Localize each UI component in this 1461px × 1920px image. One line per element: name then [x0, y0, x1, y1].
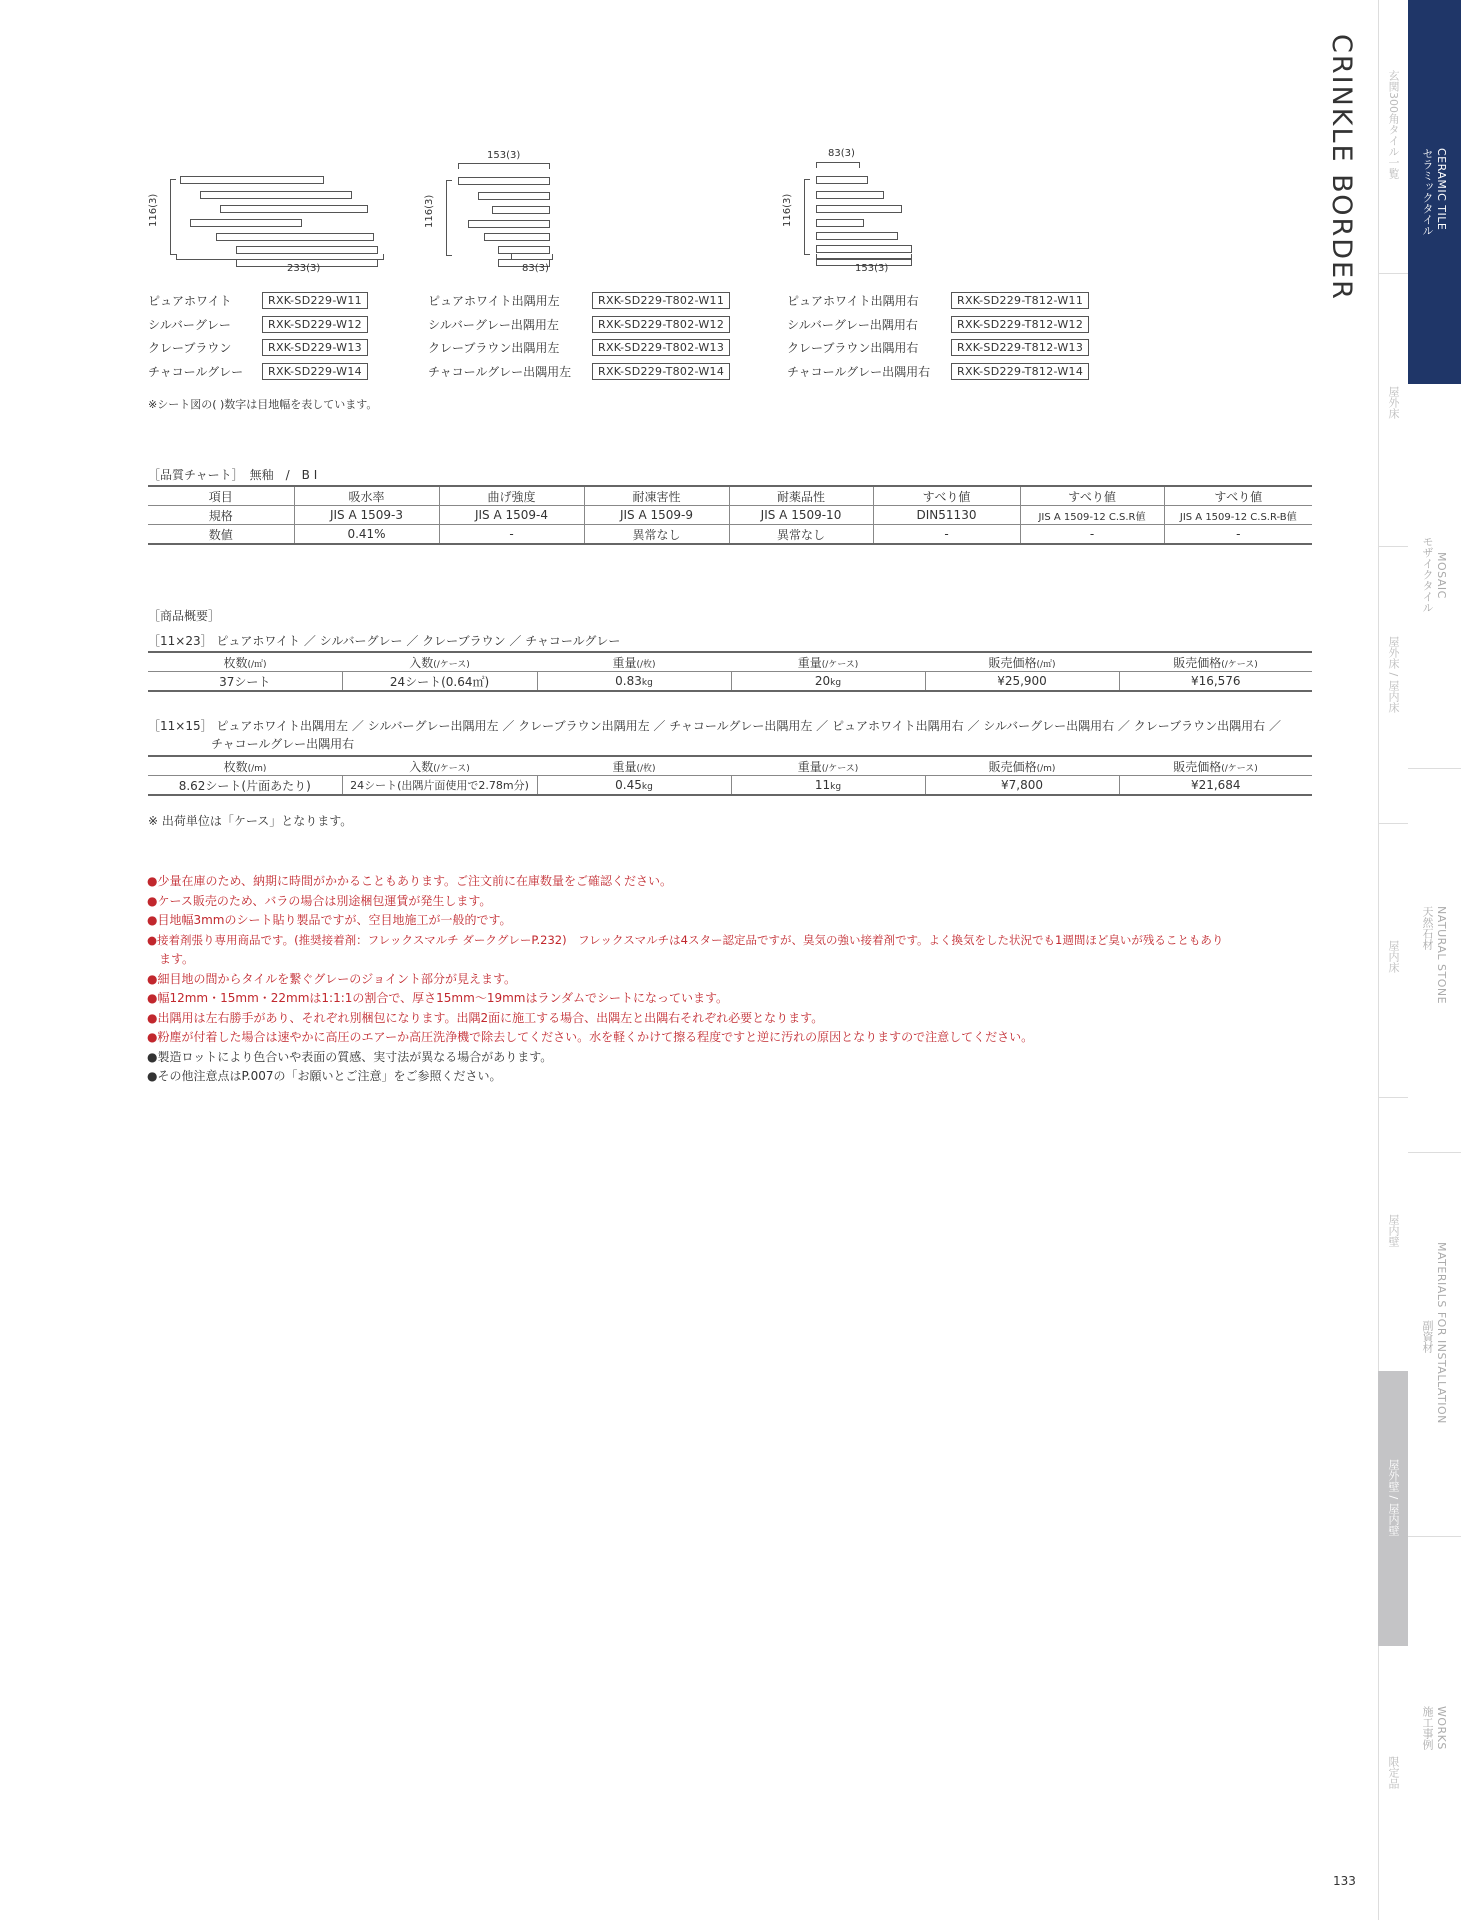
header-unit: (/m) [1036, 763, 1056, 774]
note-item: ●出隅用は左右勝手があり、それぞれ別梱包になります。出隅2面に施工する場合、出隅左と出隅右それぞれ必要となります。 [147, 1010, 824, 1025]
table1-label: ［11×23］ ピュアホワイト ／ シルバーグレー ／ クレーブラウン ／ チャコールグレー [148, 634, 621, 648]
table-cell [148, 652, 342, 672]
width-label: 233(3) [287, 263, 321, 274]
product-code: RXK-SD229-T812-W12 [951, 316, 1089, 333]
table-cell [537, 652, 731, 672]
table-cell: 曲げ強度 [439, 486, 584, 506]
quality-heading: ［品質チャート］ 無釉 / B I [148, 468, 318, 482]
nav-item-limited[interactable] [1378, 1646, 1408, 1920]
nav-category-en: WORKS [1435, 1706, 1448, 1750]
nav-item-outdoor-floor[interactable] [1378, 273, 1408, 546]
top-width-bracket [816, 162, 860, 168]
list-item [787, 289, 1089, 313]
header-unit: (/枚) [636, 763, 656, 774]
header-unit: (/ケース) [1221, 659, 1258, 670]
product-name: ピュアホワイト出隅用左 [428, 294, 560, 309]
quality-table [148, 485, 1312, 545]
header-label: 重量 [797, 759, 822, 774]
header-unit: (/m) [247, 763, 267, 774]
nav-label: 限定品 [1387, 1756, 1400, 1789]
note-item: ●製造ロットにより色合いや表面の質感、実寸法が異なる場合があります。 [147, 1049, 553, 1064]
table-cell [342, 652, 537, 672]
nav-item-indoor-wall[interactable] [1378, 1097, 1408, 1371]
header-unit: (/ケース) [1221, 763, 1258, 774]
header-label: 重量 [612, 655, 637, 670]
table-row [148, 756, 1312, 776]
table-cell: 異常なし [584, 525, 729, 545]
product-code: RXK-SD229-T812-W11 [951, 292, 1089, 309]
nav-category-materials[interactable] [1408, 1152, 1461, 1536]
table-cell [1119, 756, 1312, 776]
unit-kg: kg [830, 678, 842, 688]
overview-table-1 [148, 651, 1312, 692]
height-bracket [446, 180, 452, 256]
header-label: 重量 [612, 759, 637, 774]
height-bracket [170, 179, 176, 255]
page-title: CRINKLE BORDER [1326, 34, 1357, 301]
nav-category-en: MOSAIC [1435, 552, 1448, 599]
table-cell [148, 756, 342, 776]
bottom-width-bracket [511, 254, 553, 260]
header-label: 販売価格 [1173, 655, 1222, 670]
table-cell [731, 652, 925, 672]
table-cell [537, 756, 731, 776]
note-item: ●ケース販売のため、バラの場合は別途梱包運賃が発生します。 [147, 893, 492, 908]
table-cell: すべり値 [873, 486, 1020, 506]
tile [468, 220, 550, 228]
nav-item-entrance-300[interactable] [1378, 0, 1408, 273]
table-cell: すべり値 [1020, 486, 1164, 506]
tile [498, 246, 550, 254]
tile [478, 192, 550, 200]
table-cell: 耐薬品性 [729, 486, 873, 506]
note-item: ます。 [147, 952, 195, 966]
list-item [787, 336, 1089, 360]
nav-category-jp: 副資材 [1421, 1320, 1434, 1353]
table-cell: - [873, 525, 1020, 545]
height-bracket [804, 179, 810, 255]
caution-notes [147, 872, 1317, 1087]
product-code: RXK-SD229-W13 [262, 339, 368, 356]
top-width-label: 83(3) [828, 148, 855, 159]
unit-kg: kg [641, 782, 653, 792]
product-code: RXK-SD229-T802-W12 [592, 316, 730, 333]
cell-value: 0.83 [615, 674, 642, 688]
list-item [428, 360, 730, 384]
header-unit: (/枚) [636, 659, 656, 670]
table-cell: DIN51130 [873, 506, 1020, 525]
table-cell [1119, 652, 1312, 672]
table-cell: 8.62シート(片面あたり) [148, 776, 342, 796]
header-label: 入数 [409, 759, 434, 774]
table-cell: JIS A 1509-12 C.S.R値 [1020, 506, 1164, 525]
width-bracket [176, 254, 384, 260]
list-item [148, 289, 368, 313]
nav-category-mosaic[interactable] [1408, 384, 1461, 768]
cell-value: 0.45 [615, 778, 642, 792]
nav-label: 屋内床 [1387, 940, 1400, 973]
list-item [148, 313, 368, 337]
list-item [428, 289, 730, 313]
tile [484, 233, 550, 241]
product-name: チャコールグレー出隅用右 [787, 364, 931, 379]
product-name: クレーブラウン出隅用左 [428, 341, 560, 356]
table-cell: 0.41% [294, 525, 439, 545]
overview-heading: ［商品概要］ [148, 609, 221, 623]
header-label: 入数 [409, 655, 434, 670]
nav-label: 屋外床 / 屋内床 [1387, 636, 1400, 713]
table-cell: 項目 [148, 486, 294, 506]
bottom-width-bracket [816, 254, 912, 260]
sheet-note: ※シート図の( )数字は目地幅を表しています。 [148, 398, 378, 411]
nav-label: 玄関300角タイル一覧 [1387, 70, 1400, 179]
note-item: ●細目地の間からタイルを繋ぐグレーのジョイント部分が見えます。 [147, 971, 517, 986]
product-list-corner-right [787, 289, 1089, 383]
list-item [787, 313, 1089, 337]
nav-category-jp: 施工事例 [1421, 1706, 1434, 1750]
cell-value: 11 [814, 778, 831, 792]
tile [816, 176, 868, 184]
nav-category-jp: セラミックタイル [1421, 148, 1434, 236]
list-item [428, 336, 730, 360]
table-cell: 吸水率 [294, 486, 439, 506]
sheet-diagram-corner-left [424, 176, 574, 266]
table-cell [731, 672, 925, 692]
table-cell: JIS A 1509-9 [584, 506, 729, 525]
product-list-standard [148, 289, 368, 383]
tile [816, 232, 898, 240]
tile [236, 246, 378, 254]
table-cell: ¥16,576 [1119, 672, 1312, 692]
header-unit: (/ケース) [433, 763, 470, 774]
tile [458, 177, 550, 185]
tile [190, 219, 302, 227]
product-name: シルバーグレー [148, 317, 231, 332]
header-label: 枚数 [223, 759, 248, 774]
table-cell [731, 756, 925, 776]
list-item [428, 313, 730, 337]
table-cell: 24シート(0.64㎡) [342, 672, 537, 692]
tile [200, 191, 352, 199]
table-cell [342, 756, 537, 776]
header-label: 枚数 [223, 655, 248, 670]
note-item: ●幅12mm・15mm・22mmは1:1:1の割合で、厚さ15mm〜19mmはランダムでシートになっています。 [147, 991, 729, 1005]
nav-category-natural-stone[interactable] [1408, 768, 1461, 1152]
nav-item-outdoor-indoor-floor[interactable] [1378, 546, 1408, 823]
table-row [148, 525, 1312, 545]
table-row [148, 652, 1312, 672]
bottom-width-label: 153(3) [855, 263, 889, 274]
table-cell: JIS A 1509-4 [439, 506, 584, 525]
unit-kg: kg [641, 678, 653, 688]
cell-value: 20 [814, 674, 831, 688]
note-item: ●少量在庫のため、納期に時間がかかることもあります。ご注文前に在庫数量をご確認ください。 [147, 874, 673, 888]
header-label: 販売価格 [988, 759, 1037, 774]
list-item [787, 360, 1089, 384]
tile [492, 206, 550, 214]
table-cell: 異常なし [729, 525, 873, 545]
product-name: クレーブラウン出隅用右 [787, 341, 919, 356]
product-code: RXK-SD229-T802-W14 [592, 363, 730, 380]
nav-label: 屋外壁 / 屋内壁 [1387, 1459, 1400, 1536]
tile [220, 205, 368, 213]
tile [816, 205, 902, 213]
table-row [148, 672, 1312, 692]
note-item: ●粉塵が付着した場合は速やかに高圧のエアーか高圧洗浄機で除去してください。水を軽くかけて擦る程度ですと逆に汚れの原因となりますので注意してください。 [147, 1030, 1034, 1044]
nav-item-outdoor-indoor-wall[interactable] [1378, 1371, 1408, 1646]
nav-category-jp: モザイクタイル [1421, 536, 1434, 613]
header-label: 販売価格 [988, 655, 1037, 670]
table-cell: JIS A 1509-10 [729, 506, 873, 525]
sheet-diagram-corner-right [782, 175, 932, 265]
product-name: クレーブラウン [148, 341, 232, 356]
unit-kg: kg [830, 782, 842, 792]
table-cell: 37シート [148, 672, 342, 692]
tile [816, 191, 884, 199]
table-cell: 数値 [148, 525, 294, 545]
top-width-label: 153(3) [487, 150, 521, 161]
tile [816, 219, 864, 227]
tile [180, 176, 324, 184]
product-name: シルバーグレー出隅用左 [428, 317, 559, 332]
table-cell: 24シート(出隅片面使用で2.78m分) [342, 776, 537, 796]
nav-category-en: MATERIALS FOR INSTALLATION [1435, 1242, 1448, 1424]
nav-category-en: CERAMIC TILE [1435, 148, 1448, 231]
product-name: チャコールグレー出隅用左 [428, 364, 572, 379]
table-row [148, 486, 1312, 506]
nav-label: 屋外床 [1387, 386, 1400, 419]
bottom-width-label: 83(3) [522, 263, 549, 274]
product-list-corner-left [428, 289, 730, 383]
nav-item-indoor-floor[interactable] [1378, 823, 1408, 1097]
product-code: RXK-SD229-T802-W13 [592, 339, 730, 356]
tile [216, 233, 374, 241]
page-number: 133 [1333, 1874, 1356, 1888]
table-cell [537, 672, 731, 692]
overview-table-2 [148, 755, 1312, 796]
product-name: ピュアホワイト [148, 294, 232, 309]
note-item: ●接着剤張り専用商品です。(推奨接着剤：フレックスマルチ ダークグレーP.232) フレックスマルチは4スター認定品ですが、臭気の強い接着剤です。よく換気をした状況でも1週間ほど臭いが残ることもあり [147, 932, 1224, 947]
table-cell: すべり値 [1164, 486, 1312, 506]
shipping-note: ※ 出荷単位は「ケース」となります。 [148, 814, 353, 828]
table-row [148, 506, 1312, 525]
table-cell [537, 776, 731, 796]
product-code: RXK-SD229-W12 [262, 316, 368, 333]
product-name: シルバーグレー出隅用右 [787, 317, 918, 332]
table-cell: - [1020, 525, 1164, 545]
sheet-diagram-standard [148, 175, 388, 275]
table2-label: ［11×15］ ピュアホワイト出隅用左 ／ シルバーグレー出隅用左 ／ クレーブラウン出隅用左 ／ チャコールグレー出隅用左 ／ ピュアホワイト出隅用右 ／ シルバーグレー出隅用右 ／ クレーブラウン出隅用右 ／ [148, 719, 1281, 733]
list-item [148, 336, 368, 360]
table-cell [731, 776, 925, 796]
product-code: RXK-SD229-W14 [262, 363, 368, 380]
table-cell: ¥25,900 [925, 672, 1119, 692]
nav-label: 屋内壁 [1387, 1214, 1400, 1247]
table-cell [925, 652, 1119, 672]
header-unit: (/㎡) [247, 659, 267, 670]
header-unit: (/ケース) [433, 659, 470, 670]
header-label: 重量 [797, 655, 822, 670]
header-unit: (/㎡) [1036, 659, 1056, 670]
table-cell: JIS A 1509-3 [294, 506, 439, 525]
product-code: RXK-SD229-W11 [262, 292, 368, 309]
top-width-bracket [458, 163, 550, 169]
height-label: 116(3) [148, 193, 159, 227]
table-row [148, 776, 1312, 796]
list-item [148, 360, 368, 384]
tile [816, 245, 912, 253]
product-code: RXK-SD229-T812-W14 [951, 363, 1089, 380]
header-unit: (/ケース) [821, 763, 859, 774]
header-label: 販売価格 [1173, 759, 1222, 774]
table2-label-cont: チャコールグレー出隅用右 [211, 737, 355, 751]
table-cell: JIS A 1509-12 C.S.R-B値 [1164, 506, 1312, 525]
product-name: ピュアホワイト出隅用右 [787, 294, 919, 309]
table-cell [925, 756, 1119, 776]
height-label: 116(3) [782, 193, 793, 227]
product-name: チャコールグレー [148, 364, 244, 379]
nav-category-works[interactable] [1408, 1536, 1461, 1920]
table-cell: 耐凍害性 [584, 486, 729, 506]
product-code: RXK-SD229-T812-W13 [951, 339, 1089, 356]
nav-category-jp: 天然石材 [1421, 906, 1434, 950]
nav-category-ceramic-tile[interactable] [1408, 0, 1461, 384]
table-cell: - [439, 525, 584, 545]
note-item: ●その他注意点はP.007の「お願いとご注意」をご参照ください。 [147, 1069, 502, 1083]
header-unit: (/ケース) [821, 659, 859, 670]
nav-category-en: NATURAL STONE [1435, 906, 1448, 1005]
table-cell: ¥21,684 [1119, 776, 1312, 796]
product-code: RXK-SD229-T802-W11 [592, 292, 730, 309]
table-cell: 規格 [148, 506, 294, 525]
table-cell: ¥7,800 [925, 776, 1119, 796]
note-item: ●目地幅3mmのシート貼り製品ですが、空目地施工が一般的です。 [147, 913, 512, 927]
height-label: 116(3) [424, 194, 435, 228]
table-cell: - [1164, 525, 1312, 545]
